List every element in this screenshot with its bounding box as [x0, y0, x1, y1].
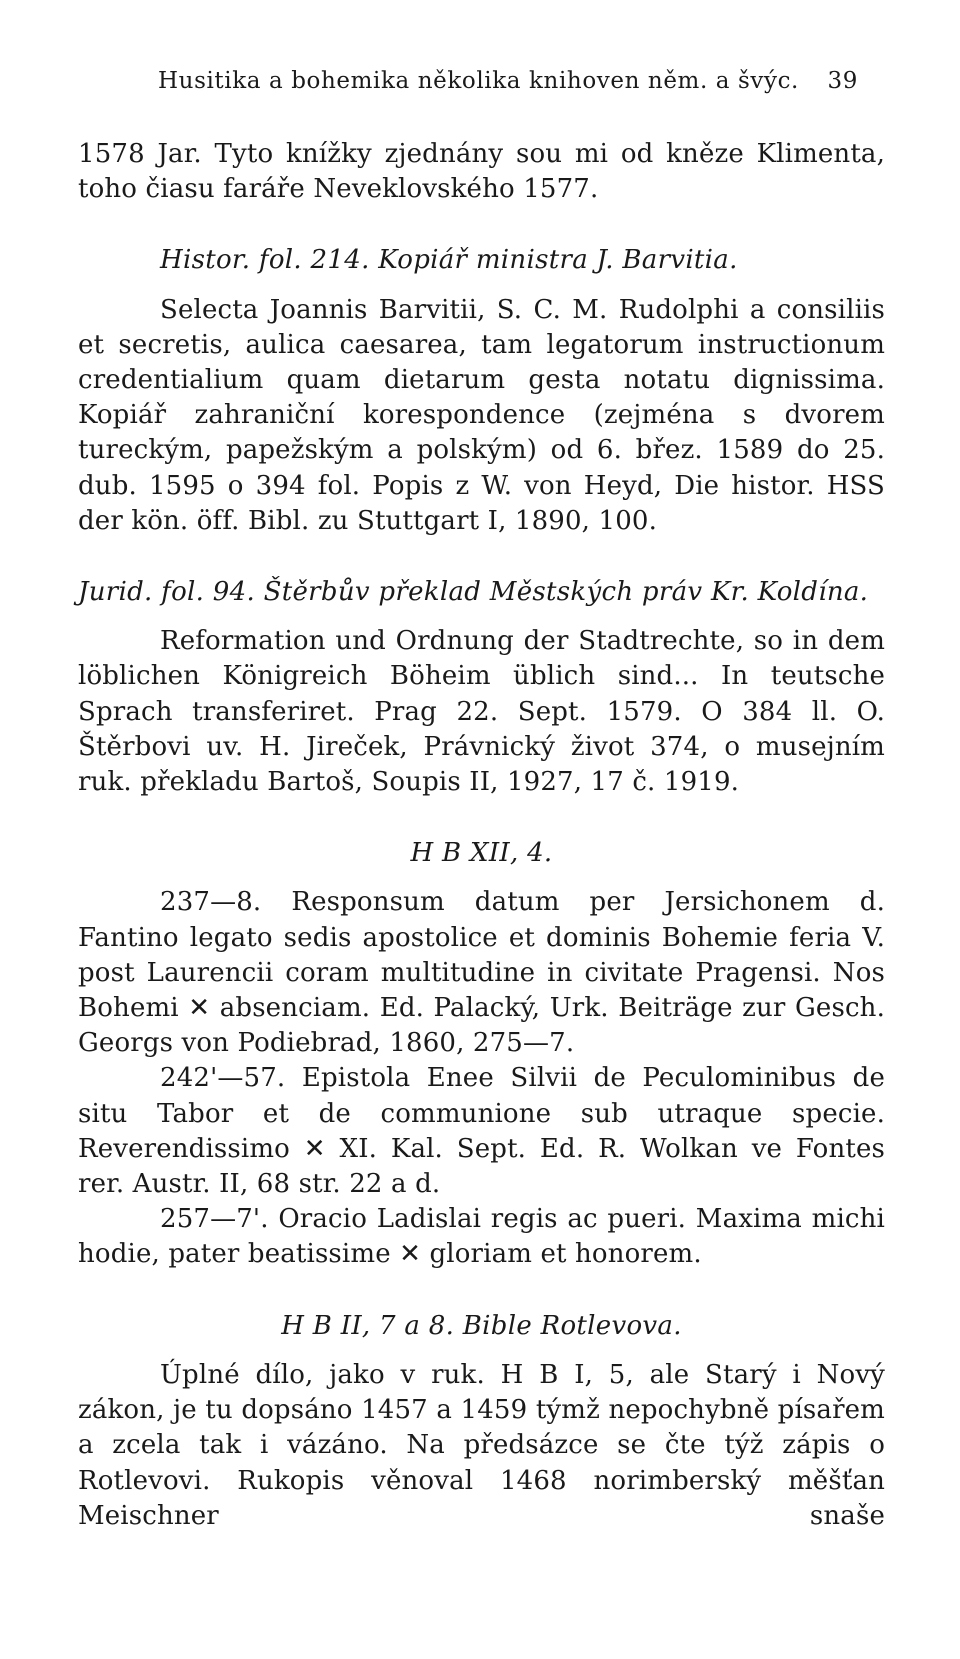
running-header: [158, 68, 858, 94]
page-body: [78, 137, 885, 1534]
entry-237-8-responsum: 237—8. Responsum datum per Jersichonem d. Fantino legato sedis apostolice et dominis Bohemie feria V. post Laurencii coram multitudine in civitate Pragensi. Nos Bohemi ✕ absenciam. Ed. Palacký, Urk. Beiträge zur Gesch. Georgs von Podiebrad, 1860, 275—7.: [78, 887, 885, 1059]
paragraph-selecta-barvitii: Selecta Joannis Barvitii, S. C. M. Rudolphi a consiliis et secretis, aulica caesarea, tam legatorum instructionum credentialium quam dietarum gesta notatu dignissima. Kopiář zahraniční korespondence (zejména s dvorem tureckým, papežským a polským) od 6. břez. 1589 do 25. dub. 1595 o 394 fol. Popis z W. von Heyd, Die histor. HSS der kön. öff. Bibl. zu Stuttgart I, 1890, 100.: [78, 294, 885, 536]
header-title: Husitika a bohemika několika knihoven něm. a švýc.: [158, 68, 799, 94]
section-heading-hb-xii-4: H B XII, 4.: [410, 838, 553, 869]
section-heading-histor-fol-214: Histor. fol. 214. Kopiář ministra J. Barvitia.: [160, 245, 738, 276]
entry-257-7-oracio: 257—7'. Oracio Ladislai regis ac pueri. Maxima michi hodie, pater beatissime ✕ gloriam et honorem.: [78, 1204, 885, 1270]
entry-242-57-epistola: 242'—57. Epistola Enee Silvii de Peculominibus de situ Tabor et de communione sub utraque specie. Reverendissimo ✕ XI. Kal. Sept. Ed. R. Wolkan ve Fontes rer. Austr. II, 68 str. 22 a d.: [78, 1063, 885, 1200]
entry-jar-1578: 1578 Jar. Tyto knížky zjednány sou mi od kněze Klimenta, toho čiasu faráře Neveklovského 1577.: [78, 139, 885, 205]
paragraph-uplne-dilo: Úplné dílo, jako v ruk. H B I, 5, ale Starý i Nový zákon, je tu dopsáno 1457 a 1459 týmž nepochybně písařem a zcela tak i vázáno. Na předsázce se čte týž zápis o Rotlevovi. Rukopis věnoval 1468 norimberský měšťan Meischner snaše: [78, 1359, 885, 1531]
section-heading-hb-ii-7-8-bible-rotlevova: H B II, 7 a 8. Bible Rotlevova.: [281, 1310, 682, 1341]
section-heading-jurid-fol-94: Jurid. fol. 94. Štěrbův překlad Městských práv Kr. Koldína.: [78, 577, 869, 608]
paragraph-reformation-ordnung: Reformation und Ordnung der Stadtrechte, so in dem löblichen Königreich Böheim üblich sind... In teutsche Sprach transferiret. Prag 22. Sept. 1579. O 384 ll. O. Štěrbovi uv. H. Jireček, Právnický život 374, o musejním ruk. překladu Bartoš, Soupis II, 1927, 17 č. 1919.: [78, 626, 885, 798]
page-number: 39: [827, 68, 858, 94]
